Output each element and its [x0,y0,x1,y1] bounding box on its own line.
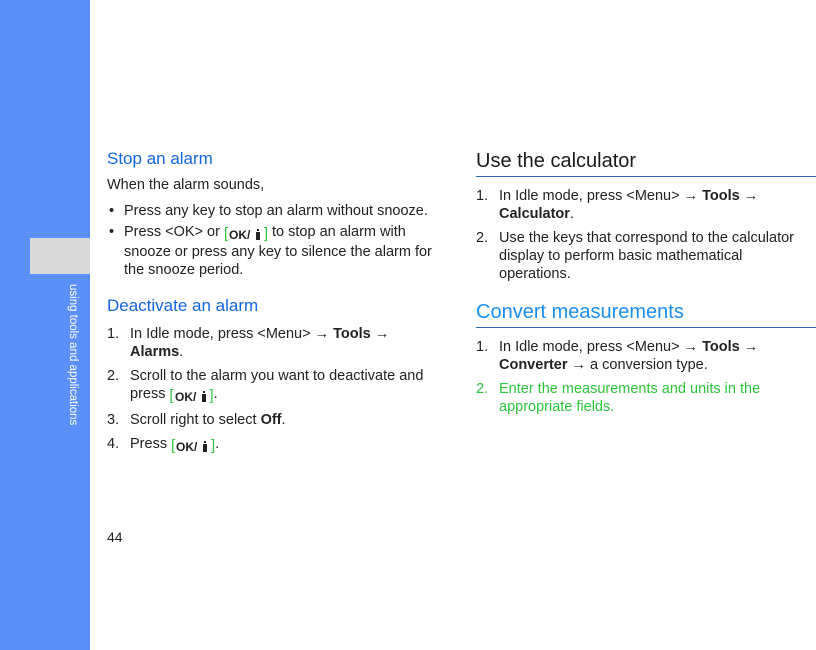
convert-measurements-steps [476,338,816,416]
page-number: 44 [107,529,123,545]
section-label: using tools and applications [67,284,79,426]
list-item: • Press <OK> or [ OK/ ] to stop an alarm with snooze or press any key to silence the alarm for the snooze period. [109,224,432,278]
list-item: 2. Use the keys that correspond to the calculator display to perform basic mathematical operations. [476,230,794,282]
use-calculator-steps [476,187,816,283]
use-calculator-heading: Use the calculator [476,148,816,177]
list-item: 4. Press [ OK/ ]. [107,436,220,454]
right-column [476,148,816,422]
list-item: 1. In Idle mode, press <Menu> → Tools → Alarms. [107,326,390,360]
deactivate-alarm-steps [107,325,442,455]
sidebar-tab [30,238,90,274]
left-column [107,148,442,461]
ok-key-icon: [ OK/ ] [171,438,216,454]
sidebar [0,0,90,650]
svg-text:OK/: OK/ [174,389,196,403]
ok-key-icon: [ OK/ ] [169,388,214,404]
convert-measurements-heading: Convert measurements [476,299,816,328]
deactivate-alarm-heading: Deactivate an alarm [107,296,259,315]
list-item: 3. Scroll right to select Off. [107,412,286,428]
list-item: 2. Enter the measurements and units in the appropriate fields. [476,381,761,415]
stop-alarm-bullets [107,202,442,279]
stop-alarm-heading: Stop an alarm [107,149,213,168]
svg-text:OK/: OK/ [176,439,198,453]
ok-key-icon: [ OK/ ] [223,226,268,242]
list-item: 2. Scroll to the alarm you want to deactivate and press [ OK/ ]. [107,368,424,404]
list-item: 1. In Idle mode, press <Menu> → Tools → Converter → a conversion type. [476,339,759,373]
svg-text:OK/: OK/ [228,227,251,241]
ok-key-label: OK [173,224,195,240]
list-item: 1. In Idle mode, press <Menu> → Tools → Calculator. [476,188,759,222]
list-item: • Press any key to stop an alarm without snooze. [109,203,428,219]
stop-alarm-intro: When the alarm sounds, [107,177,265,193]
